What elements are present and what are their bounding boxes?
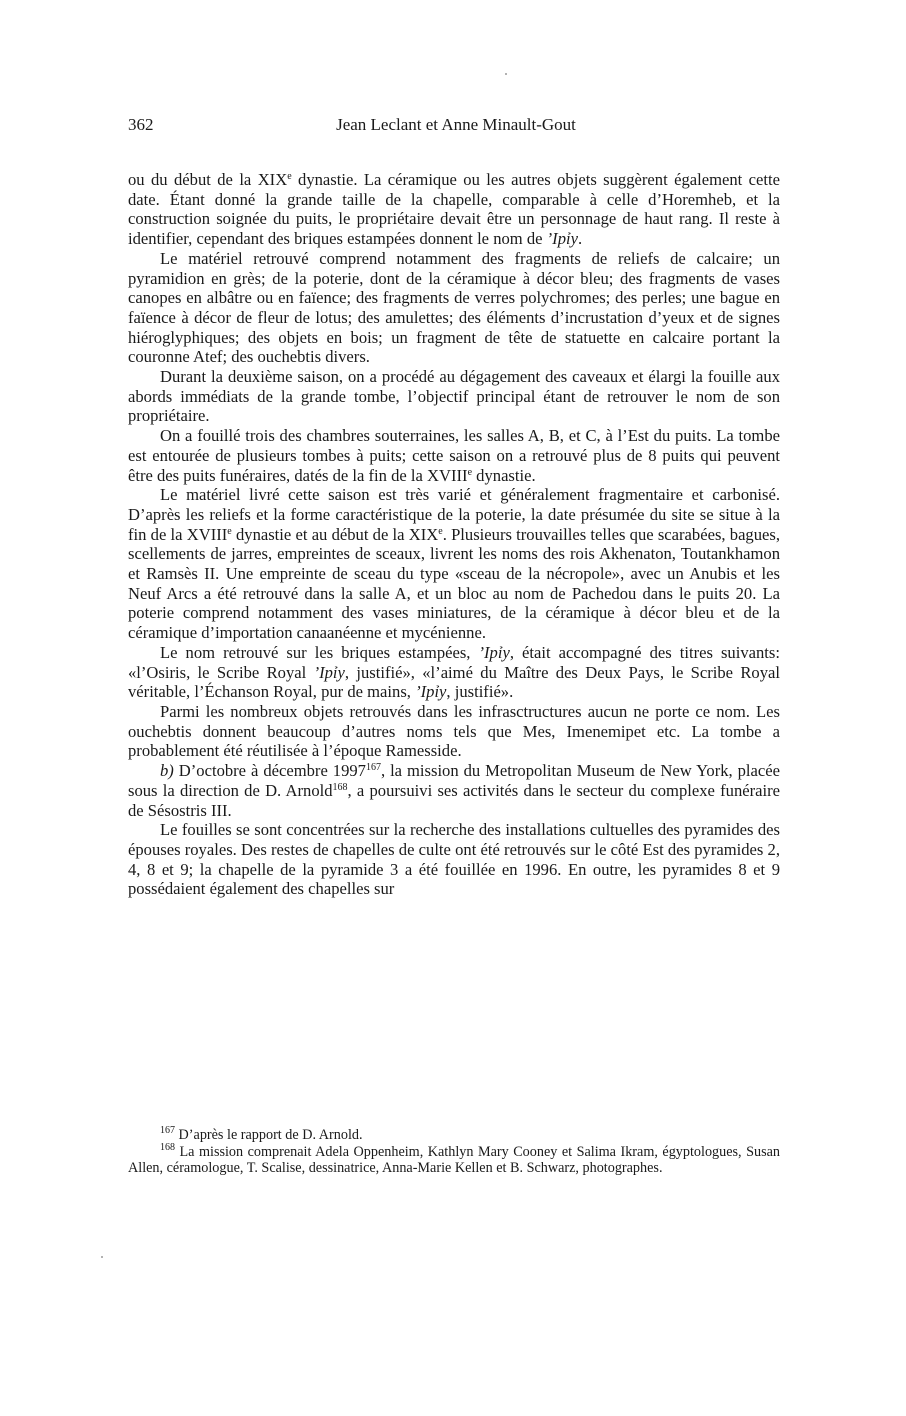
text-run: ou du début de la XIX xyxy=(128,170,288,189)
text-run: La mission comprenait Adela Oppenheim, Kathlyn Mary Cooney et Salima Ikram, égyptologues, Susan Allen, céramologue, T. Scalise, dessinatrice, Anna-Marie Kellen et B. Schwarz, photographes. xyxy=(128,1143,780,1176)
superscript: 168 xyxy=(160,1141,175,1153)
paragraph xyxy=(128,485,780,643)
italic-text: ’Ipỉy xyxy=(546,229,578,249)
text-run: , justifié», «l’aimé du Maître des Deux Pays, le Scribe Royal véritable, l’Échanson Royal, pur de mains, xyxy=(128,662,781,702)
text-run: Parmi les nombreux objets retrouvés dans les infrasctructures aucun ne porte ce nom. Les ouchebtis donnent beaucoup d’autres noms tels que Mes, Imenemipet etc. La tombe a probablement été réutilisée à l’époque Ramesside. xyxy=(128,701,780,761)
footnote xyxy=(128,1141,780,1177)
text-run: , a poursuivi ses activités dans le secteur du complexe funéraire de Sésostris III. xyxy=(128,780,781,820)
paragraph xyxy=(128,367,780,426)
page-header xyxy=(128,115,784,139)
text-run: dynastie et au début de la XIX xyxy=(231,524,439,544)
footnotes xyxy=(128,1127,780,1177)
text-run: . Plusieurs trouvailles telles que scarabées, bagues, scellements de jarres, empreintes de sceaux, livrent les noms des rois Akhenaton, Toutankhamon et Ramsès II. Une empreinte de sceau du type «sceau de la nécropole», avec un Anubis et les Neuf Arcs a été retrouvé dans la salle A, et un bloc au nom de Pachedou dans le puits 20. La poterie comprend notamment des vases miniatures, de la céramique à décor bleu et de la céramique d’importation canaanéenne et mycénienne. xyxy=(128,524,780,643)
paragraph xyxy=(128,702,780,761)
text-run: , la mission du Metropolitan Museum de New York, placée sous la direction de D. Arnold xyxy=(128,761,780,800)
text-run: , justifié». xyxy=(446,682,514,702)
body-text xyxy=(128,170,780,899)
italic-text: ’Ipỉy xyxy=(313,662,345,682)
text-run: , était accompagné des titres suivants: «l’Osiris, le Scribe Royal xyxy=(128,642,780,682)
text-run: Le nom retrouvé sur les briques estampées, xyxy=(160,642,479,662)
paragraph xyxy=(128,426,780,485)
text-run: Le fouilles se sont concentrées sur la recherche des installations cultuelles des pyramides des épouses royales. Des restes de chapelles de culte ont été retrouvés sur le côté Est des pyramides 2, 4, 8 et 9; la chapelle de la pyramide 3 a été fouillée en 1996. En outre, les pyramides 8 et 9 possédaient également des chapelles sur xyxy=(128,820,780,899)
paragraph xyxy=(128,249,780,367)
paragraph xyxy=(128,643,780,702)
running-head: Jean Leclant et Anne Minault-Gout xyxy=(336,115,576,134)
superscript: 167 xyxy=(160,1125,175,1136)
text-run: Le matériel livré cette saison est très varié et généralement fragmentaire et carbonisé. D’après les reliefs et la forme caractéristique de la poterie, la date présumée du site se situe à la fin de la XVIII xyxy=(128,485,780,544)
paragraph xyxy=(128,820,780,899)
text-run: Durant la deuxième saison, on a procédé au dégagement des caveaux et élargi la fouille aux abords immédiats de la grande tombe, l’objectif principal étant de retrouver le nom de son propriétaire. xyxy=(128,367,780,426)
footnote xyxy=(128,1127,780,1144)
superscript: 167 xyxy=(365,762,381,774)
superscript: e xyxy=(438,525,443,537)
text-run: . xyxy=(577,229,583,249)
superscript: 168 xyxy=(332,781,348,793)
text-run: Le matériel retrouvé comprend notamment des fragments de reliefs de calcaire; un pyramidion en grès; de la poterie, dont de la céramique à décor bleu; des fragments de vases canopes en albâtre ou en faïence; des fragments de verres polychromes; des perles; une bague en faïence à décor de fleur de lotus; des amulettes; des éléments d’incrustation d’yeux et de signes hiéroglyphiques; des objets en bois; un fragment de tête de statuette en calcaire portant la couronne Atef; des ouchebtis divers. xyxy=(128,248,780,367)
text-run: D’après le rapport de D. Arnold. xyxy=(175,1127,363,1143)
text-run: D’octobre à décembre 1997 xyxy=(173,761,366,781)
paragraph xyxy=(128,170,780,249)
page-number: 362 xyxy=(128,115,154,134)
italic-text: ’Ipỉy xyxy=(478,642,510,662)
italic-text: ’Ipỉy xyxy=(415,682,447,702)
text-run: On a fouillé trois des chambres souterraines, les salles A, B, et C, à l’Est du puits. La tombe est entourée de plusieurs tombes à puits; cette saison on a retrouvé plus de 8 puits qui peuvent être des puits funéraires, datés de la fin de la XVIII xyxy=(128,426,780,485)
superscript: e xyxy=(467,466,473,478)
superscript: e xyxy=(287,171,292,182)
text-run: dynastie. xyxy=(472,465,536,485)
scan-speck xyxy=(101,1256,103,1258)
text-run: dynastie. La céramique ou les autres objets suggèrent également cette date. Étant donné la grande taille de la chapelle, comparable à celle d’Horemheb, et la construction soignée du puits, le propriétaire devait être un personnage de haut rang. Il reste à identifier, cependant des briques estampées donnent le nom de xyxy=(128,170,780,249)
superscript: e xyxy=(227,525,232,537)
paragraph xyxy=(128,761,780,820)
italic-text: b) xyxy=(160,761,174,781)
scan-speck xyxy=(505,73,507,75)
